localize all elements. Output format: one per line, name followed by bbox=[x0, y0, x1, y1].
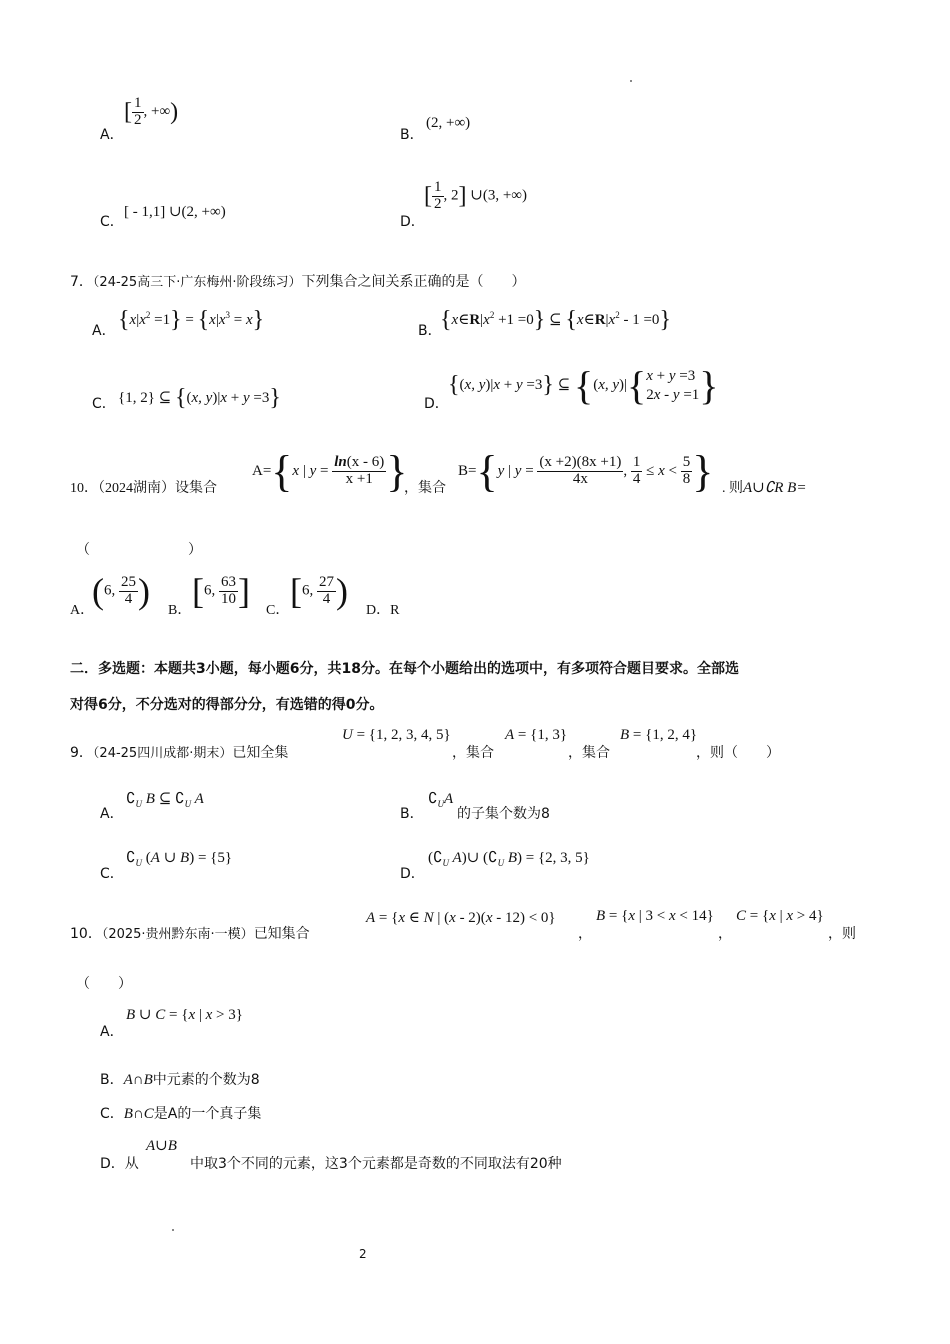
q10b-option-c-text-1: 是 bbox=[153, 1106, 168, 1122]
decorative-dot bbox=[172, 1229, 174, 1231]
q7-option-d-label: D． bbox=[424, 396, 449, 412]
q10a-number: 10． bbox=[70, 481, 98, 496]
q6-option-d-math: [ $\frac{1}{2}$ , 2] ∪(3, +∞) bbox=[424, 179, 527, 212]
q10a-ask: A∪∁R B= bbox=[743, 480, 807, 496]
q10b-stem-start bbox=[70, 923, 310, 943]
q10b-source: （2025·贵州黔东南·一模） bbox=[101, 927, 254, 942]
decorative-dot bbox=[630, 80, 632, 82]
q10b-option-d-math: A∪B bbox=[146, 1138, 177, 1154]
q7-option-b-math: $\{x\in R|x^2 +1 =0\}$ ⊆ $\{x\in R|x^2 - 1 =0\}$ bbox=[440, 307, 671, 333]
q10b-stem-part2: ，则 bbox=[828, 926, 856, 942]
q10b-set-b: B = {x | 3 < x < 14} bbox=[596, 908, 714, 924]
q10a-stem-start bbox=[70, 477, 217, 497]
q10b-blank: （ ） bbox=[76, 976, 132, 992]
q10a-stem-part3-text: . 则 bbox=[722, 481, 743, 496]
q10a-stem-part1: 设集合 bbox=[175, 481, 217, 496]
q10b-sep-1: ， bbox=[578, 926, 592, 942]
q9-option-d-label: D． bbox=[400, 866, 425, 882]
q9-stem-part1: 已知全集 bbox=[232, 745, 289, 761]
q9-option-b-math: $∁_UA$ bbox=[428, 791, 454, 809]
q9-set-u: U = {1, 2, 3, 4, 5} bbox=[342, 727, 451, 743]
q10b-option-c bbox=[100, 1103, 261, 1123]
q9-option-b-label: B． bbox=[400, 806, 424, 822]
page-number: 2 bbox=[359, 1247, 367, 1261]
q10a-set-b: B={y | y = $\frac{(x +2)(8x +1)}{4x}$ , $\frac{1}{4}$ ≤ x < $\frac{5}{8}$ } bbox=[458, 447, 714, 496]
q10b-option-c-math: B∩C bbox=[123, 1106, 154, 1122]
q9-stem-part4: ，则（ ） bbox=[696, 745, 780, 761]
q6-option-c-math: [ - 1,1] ∪(2, +∞) bbox=[124, 204, 226, 220]
q10b-option-c-text-2: 的一个真子集 bbox=[177, 1106, 262, 1122]
q6-option-b-math: (2, +∞) bbox=[426, 115, 471, 131]
q10b-option-b-label: B． bbox=[100, 1072, 124, 1088]
q10a-option-c-math: [6, $\frac{27}{4}$ ) bbox=[290, 571, 348, 611]
q6-option-a-math: [ $\frac{1}{2}$ , +∞) bbox=[124, 95, 179, 128]
section-2-line-1: 二．多选题：本题共3小题，每小题6分，共18分。在每个小题给出的选项中，有多项符合题目要求。全部选 bbox=[70, 661, 739, 677]
q7-option-c-math: {1, 2} ⊆ {(x, y)|x + y =3} bbox=[118, 385, 281, 411]
q9-option-a-math: $∁_U$ B ⊆ $∁_U$ A bbox=[126, 791, 204, 809]
q7-number: 7． bbox=[70, 274, 93, 290]
q10b-option-b-math: A∩B bbox=[123, 1072, 153, 1088]
q10a-option-a-math: (6, $\frac{25}{4}$ ) bbox=[92, 571, 150, 611]
q10b-number: 10． bbox=[70, 926, 102, 942]
q9-set-b: B = {1, 2, 4} bbox=[620, 727, 698, 743]
q10a-stem-part3 bbox=[722, 477, 806, 497]
section-2-line-2: 对得6分，不分选对的得部分分，有选错的得0分。 bbox=[70, 697, 384, 713]
q10b-option-d-text-2: 中取3个不同的元素，这3个元素都是奇数的不同取法有20种 bbox=[190, 1156, 562, 1172]
q10b-option-a-label: A． bbox=[100, 1024, 124, 1040]
q7-option-d-math: {(x, y)|x + y =3} ⊆ {(x, y)|{x + y =3 2x - y =1} bbox=[448, 363, 719, 408]
q10b-sep-2: ， bbox=[718, 926, 732, 942]
q6-option-c-label: C． bbox=[100, 214, 124, 230]
q9-set-a: A = {1, 3} bbox=[505, 727, 568, 743]
q10b-option-b bbox=[100, 1069, 260, 1089]
q10b-option-d-label: D． bbox=[100, 1156, 125, 1172]
q9-option-d-math: ($∁_U$ A)∪ ($∁_U$ B) = {2, 3, 5} bbox=[428, 850, 590, 868]
q10a-option-a-label: A． bbox=[70, 603, 95, 618]
q10b-option-d-text-1: 从 bbox=[124, 1156, 139, 1172]
q6-option-b-label: B． bbox=[400, 127, 424, 143]
q7-option-a-label: A． bbox=[92, 323, 116, 339]
q10a-set-a: A={x | y = $\frac{\ln(x - 6)}{x +1}$ } bbox=[252, 447, 408, 496]
q10a-stem-part2: ，集合 bbox=[404, 481, 446, 496]
q6-option-a-label: A． bbox=[100, 127, 124, 143]
q10b-option-b-text: 中元素的个数为8 bbox=[152, 1072, 260, 1088]
q9-option-b-text: 的子集个数为8 bbox=[457, 806, 550, 822]
q9-option-c-math: $∁_U$ (A ∪ B) = {5} bbox=[126, 850, 233, 868]
q7-stem-text: 下列集合之间关系正确的是（ ） bbox=[301, 274, 526, 290]
q10a-option-d bbox=[366, 599, 399, 619]
q7-option-b-label: B． bbox=[418, 323, 442, 339]
q10b-option-a-math: B ∪ C = {x | x > 3} bbox=[126, 1007, 243, 1023]
q10b-set-c: C = {x | x > 4} bbox=[736, 908, 824, 924]
q9-option-c-label: C． bbox=[100, 866, 124, 882]
q10b-option-c-label: C． bbox=[100, 1106, 124, 1122]
q9-option-a-label: A． bbox=[100, 806, 124, 822]
q9-number: 9． bbox=[70, 745, 93, 761]
q7-option-c-label: C． bbox=[92, 396, 116, 412]
q7-option-a-math: $\{x|x^2 =1\} = \{x|x^3 = x\}$ bbox=[118, 307, 265, 333]
q6-option-d-label: D． bbox=[400, 214, 425, 230]
q10a-option-d-text: R bbox=[390, 603, 400, 618]
q9-stem-part2: ，集合 bbox=[452, 745, 494, 761]
q10a-option-b-math: [6, $\frac{63}{10}$ ] bbox=[192, 571, 250, 611]
q7-source: （24-25高三下·广东梅州·阶段练习） bbox=[92, 275, 302, 290]
q9-source: （24-25四川成都·期末） bbox=[92, 746, 233, 761]
q10a-source: （2024湖南） bbox=[98, 481, 175, 496]
q10b-stem-part1: 已知集合 bbox=[253, 926, 310, 942]
q7-stem bbox=[70, 271, 525, 291]
q9-stem-part3: ，集合 bbox=[568, 745, 610, 761]
q10b-set-a: A = {x ∈ N | (x - 2)(x - 12) < 0} bbox=[366, 910, 556, 926]
q10b-option-d-start bbox=[100, 1153, 139, 1173]
q10a-blank: （ ） bbox=[76, 543, 202, 558]
q9-stem-start bbox=[70, 742, 288, 762]
q10a-option-d-label: D． bbox=[366, 603, 391, 618]
q10b-option-c-math-2: A bbox=[167, 1106, 178, 1122]
q10a-option-c-label: C． bbox=[266, 603, 290, 618]
q10a-option-b-label: B． bbox=[168, 603, 192, 618]
